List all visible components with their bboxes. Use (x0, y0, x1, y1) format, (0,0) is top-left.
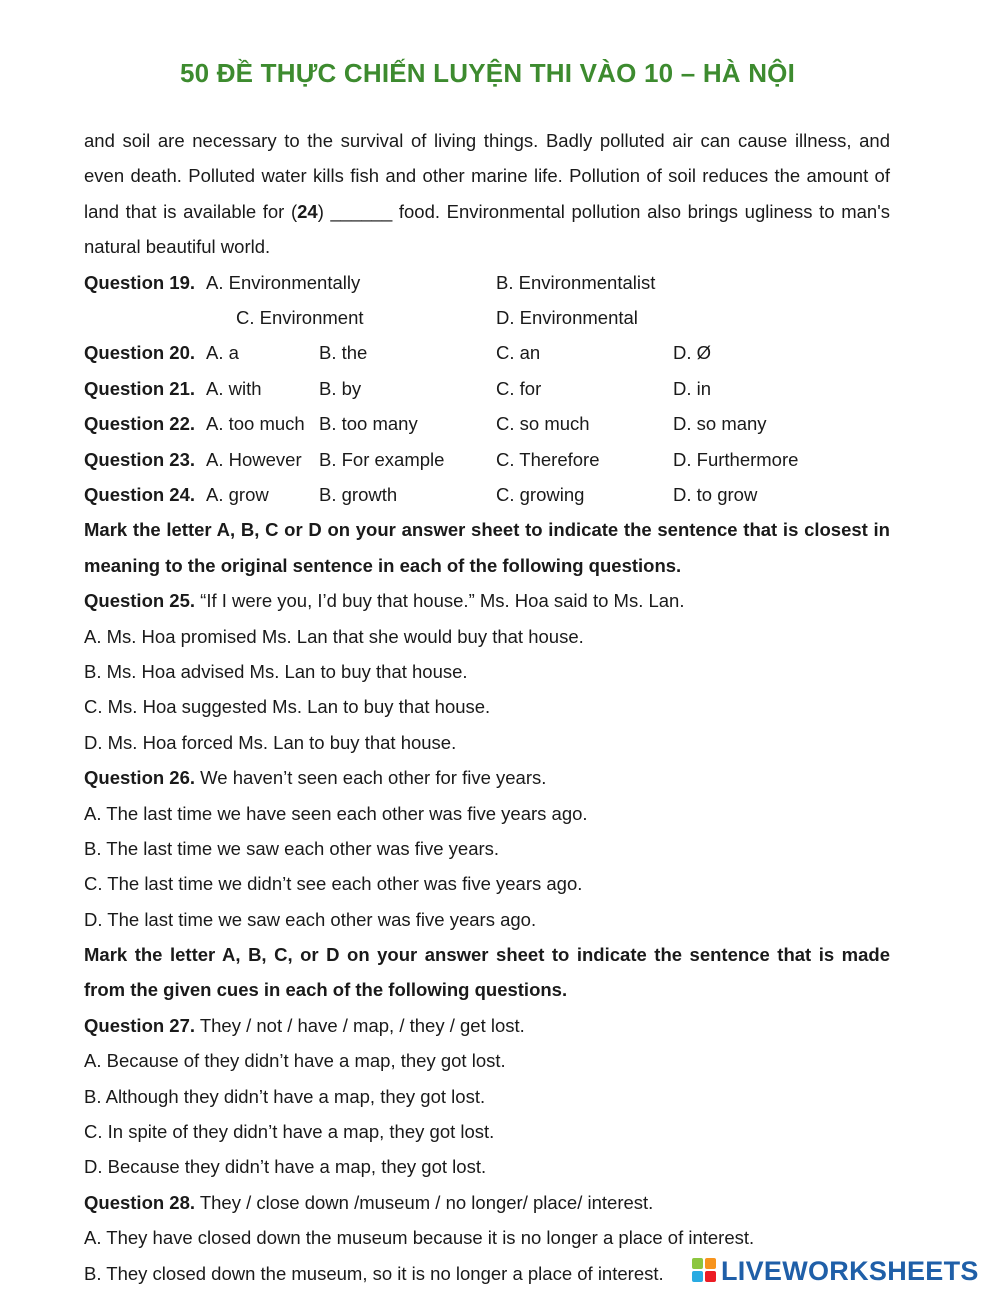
question-20-option-a[interactable]: A. a (206, 342, 239, 364)
question-22-option-d[interactable]: D. so many (673, 413, 767, 435)
question-20-label: Question 20. (84, 342, 196, 364)
section-instruction-closest-meaning: Mark the letter A, B, C or D on your answer sheet to indicate the sentence that is closest in meaning to the original sentence in each of the following questions. (84, 519, 890, 576)
question-22-option-b[interactable]: B. too many (319, 413, 418, 435)
question-27-text: They / not / have / map, / they / get lost. (195, 1014, 525, 1036)
question-22-option-c[interactable]: C. so much (496, 413, 590, 435)
question-28-stem (84, 1185, 890, 1220)
question-19-option-a[interactable]: A. Environmentally (206, 271, 361, 293)
question-25-option-c[interactable]: C. Ms. Hoa suggested Ms. Lan to buy that house. (84, 696, 491, 718)
blank-number: 24 (297, 200, 318, 222)
question-22-row (84, 406, 890, 441)
question-27-option-c[interactable]: C. In spite of they didn’t have a map, they got lost. (84, 1121, 495, 1143)
question-21-option-d[interactable]: D. in (673, 377, 712, 399)
question-26-option-d[interactable]: D. The last time we saw each other was five years ago. (84, 908, 537, 930)
question-24-label: Question 24. (84, 483, 196, 505)
question-23-label: Question 23. (84, 448, 196, 470)
question-19-option-c[interactable]: C. Environment (236, 307, 364, 329)
question-25-option-a[interactable]: A. Ms. Hoa promised Ms. Lan that she would buy that house. (84, 625, 584, 647)
question-25-stem (84, 583, 890, 618)
question-20-row (84, 335, 890, 370)
worksheet-content (84, 123, 890, 1291)
question-19-row-2 (84, 300, 890, 335)
question-28-label: Question 28. (84, 1191, 196, 1213)
question-27-option-a[interactable]: A. Because of they didn’t have a map, they got lost. (84, 1050, 506, 1072)
question-25-option-b[interactable]: B. Ms. Hoa advised Ms. Lan to buy that house. (84, 660, 468, 682)
question-25-option-d[interactable]: D. Ms. Hoa forced Ms. Lan to buy that house. (84, 731, 457, 753)
question-24-option-b[interactable]: B. growth (319, 483, 398, 505)
question-21-label: Question 21. (84, 377, 196, 399)
section-instruction-given-cues: Mark the letter A, B, C, or D on your answer sheet to indicate the sentence that is made from the given cues in each of the following questions. (84, 944, 890, 1001)
liveworksheets-mark-icon (692, 1258, 718, 1284)
question-22-option-a[interactable]: A. too much (206, 413, 305, 435)
question-26-option-c[interactable]: C. The last time we didn’t see each other was five years ago. (84, 873, 583, 895)
question-24-option-c[interactable]: C. growing (496, 483, 585, 505)
question-24-option-a[interactable]: A. grow (206, 483, 269, 505)
question-26-label: Question 26. (84, 767, 196, 789)
page-title: 50 ĐỀ THỰC CHIẾN LUYỆN THI VÀO 10 – HÀ NỘI (179, 58, 796, 88)
question-21-option-c[interactable]: C. for (496, 377, 542, 399)
question-26-option-a[interactable]: A. The last time we have seen each other was five years ago. (84, 802, 588, 824)
question-25-label: Question 25. (84, 590, 196, 612)
question-23-row (84, 442, 890, 477)
question-22-label: Question 22. (84, 413, 196, 435)
question-24-row (84, 477, 890, 512)
question-24-option-d[interactable]: D. to grow (673, 483, 758, 505)
question-26-stem (84, 760, 890, 795)
question-28-text: They / close down /museum / no longer/ place/ interest. (195, 1191, 654, 1213)
question-26-option-b[interactable]: B. The last time we saw each other was five years. (84, 837, 500, 859)
liveworksheets-wordmark: LIVEWORKSHEETS (721, 1255, 979, 1286)
passage-text-before: and soil are necessary to the survival of living things. Badly polluted air can cause illness, and even death. Polluted water kills fish and other marine life. Pollution of soil reduces the amount of land that is available for ( (84, 130, 890, 222)
passage-text-after: ) ______ food. Environmental pollution also brings ugliness to man's natural beautiful world. (84, 200, 890, 258)
question-28-option-b[interactable]: B. They closed down the museum, so it is no longer a place of interest. (84, 1262, 664, 1284)
question-27-label: Question 27. (84, 1014, 196, 1036)
question-27-stem (84, 1008, 890, 1043)
question-26-text: We haven’t seen each other for five years. (195, 767, 547, 789)
question-25-text: “If I were you, I’d buy that house.” Ms. Hoa said to Ms. Lan. (195, 590, 685, 612)
question-19-row-1 (84, 265, 890, 300)
question-19-label: Question 19. (84, 271, 196, 293)
question-21-row (84, 371, 890, 406)
question-21-option-a[interactable]: A. with (206, 377, 262, 399)
question-21-option-b[interactable]: B. by (319, 377, 362, 399)
question-23-option-a[interactable]: A. However (206, 448, 302, 470)
question-23-option-b[interactable]: B. For example (319, 448, 445, 470)
question-28-option-a[interactable]: A. They have closed down the museum because it is no longer a place of interest. (84, 1227, 755, 1249)
question-27-option-d[interactable]: D. Because they didn’t have a map, they got lost. (84, 1156, 487, 1178)
question-20-option-d[interactable]: D. Ø (673, 342, 712, 364)
question-19-option-d[interactable]: D. Environmental (496, 307, 638, 329)
question-23-option-c[interactable]: C. Therefore (496, 448, 600, 470)
question-20-option-b[interactable]: B. the (319, 342, 368, 364)
question-20-option-c[interactable]: C. an (496, 342, 541, 364)
passage-paragraph (84, 123, 890, 265)
question-23-option-d[interactable]: D. Furthermore (673, 448, 799, 470)
question-19-option-b[interactable]: B. Environmentalist (496, 271, 656, 293)
liveworksheets-logo[interactable] (690, 1254, 979, 1288)
question-27-option-b[interactable]: B. Although they didn’t have a map, they got lost. (84, 1085, 486, 1107)
